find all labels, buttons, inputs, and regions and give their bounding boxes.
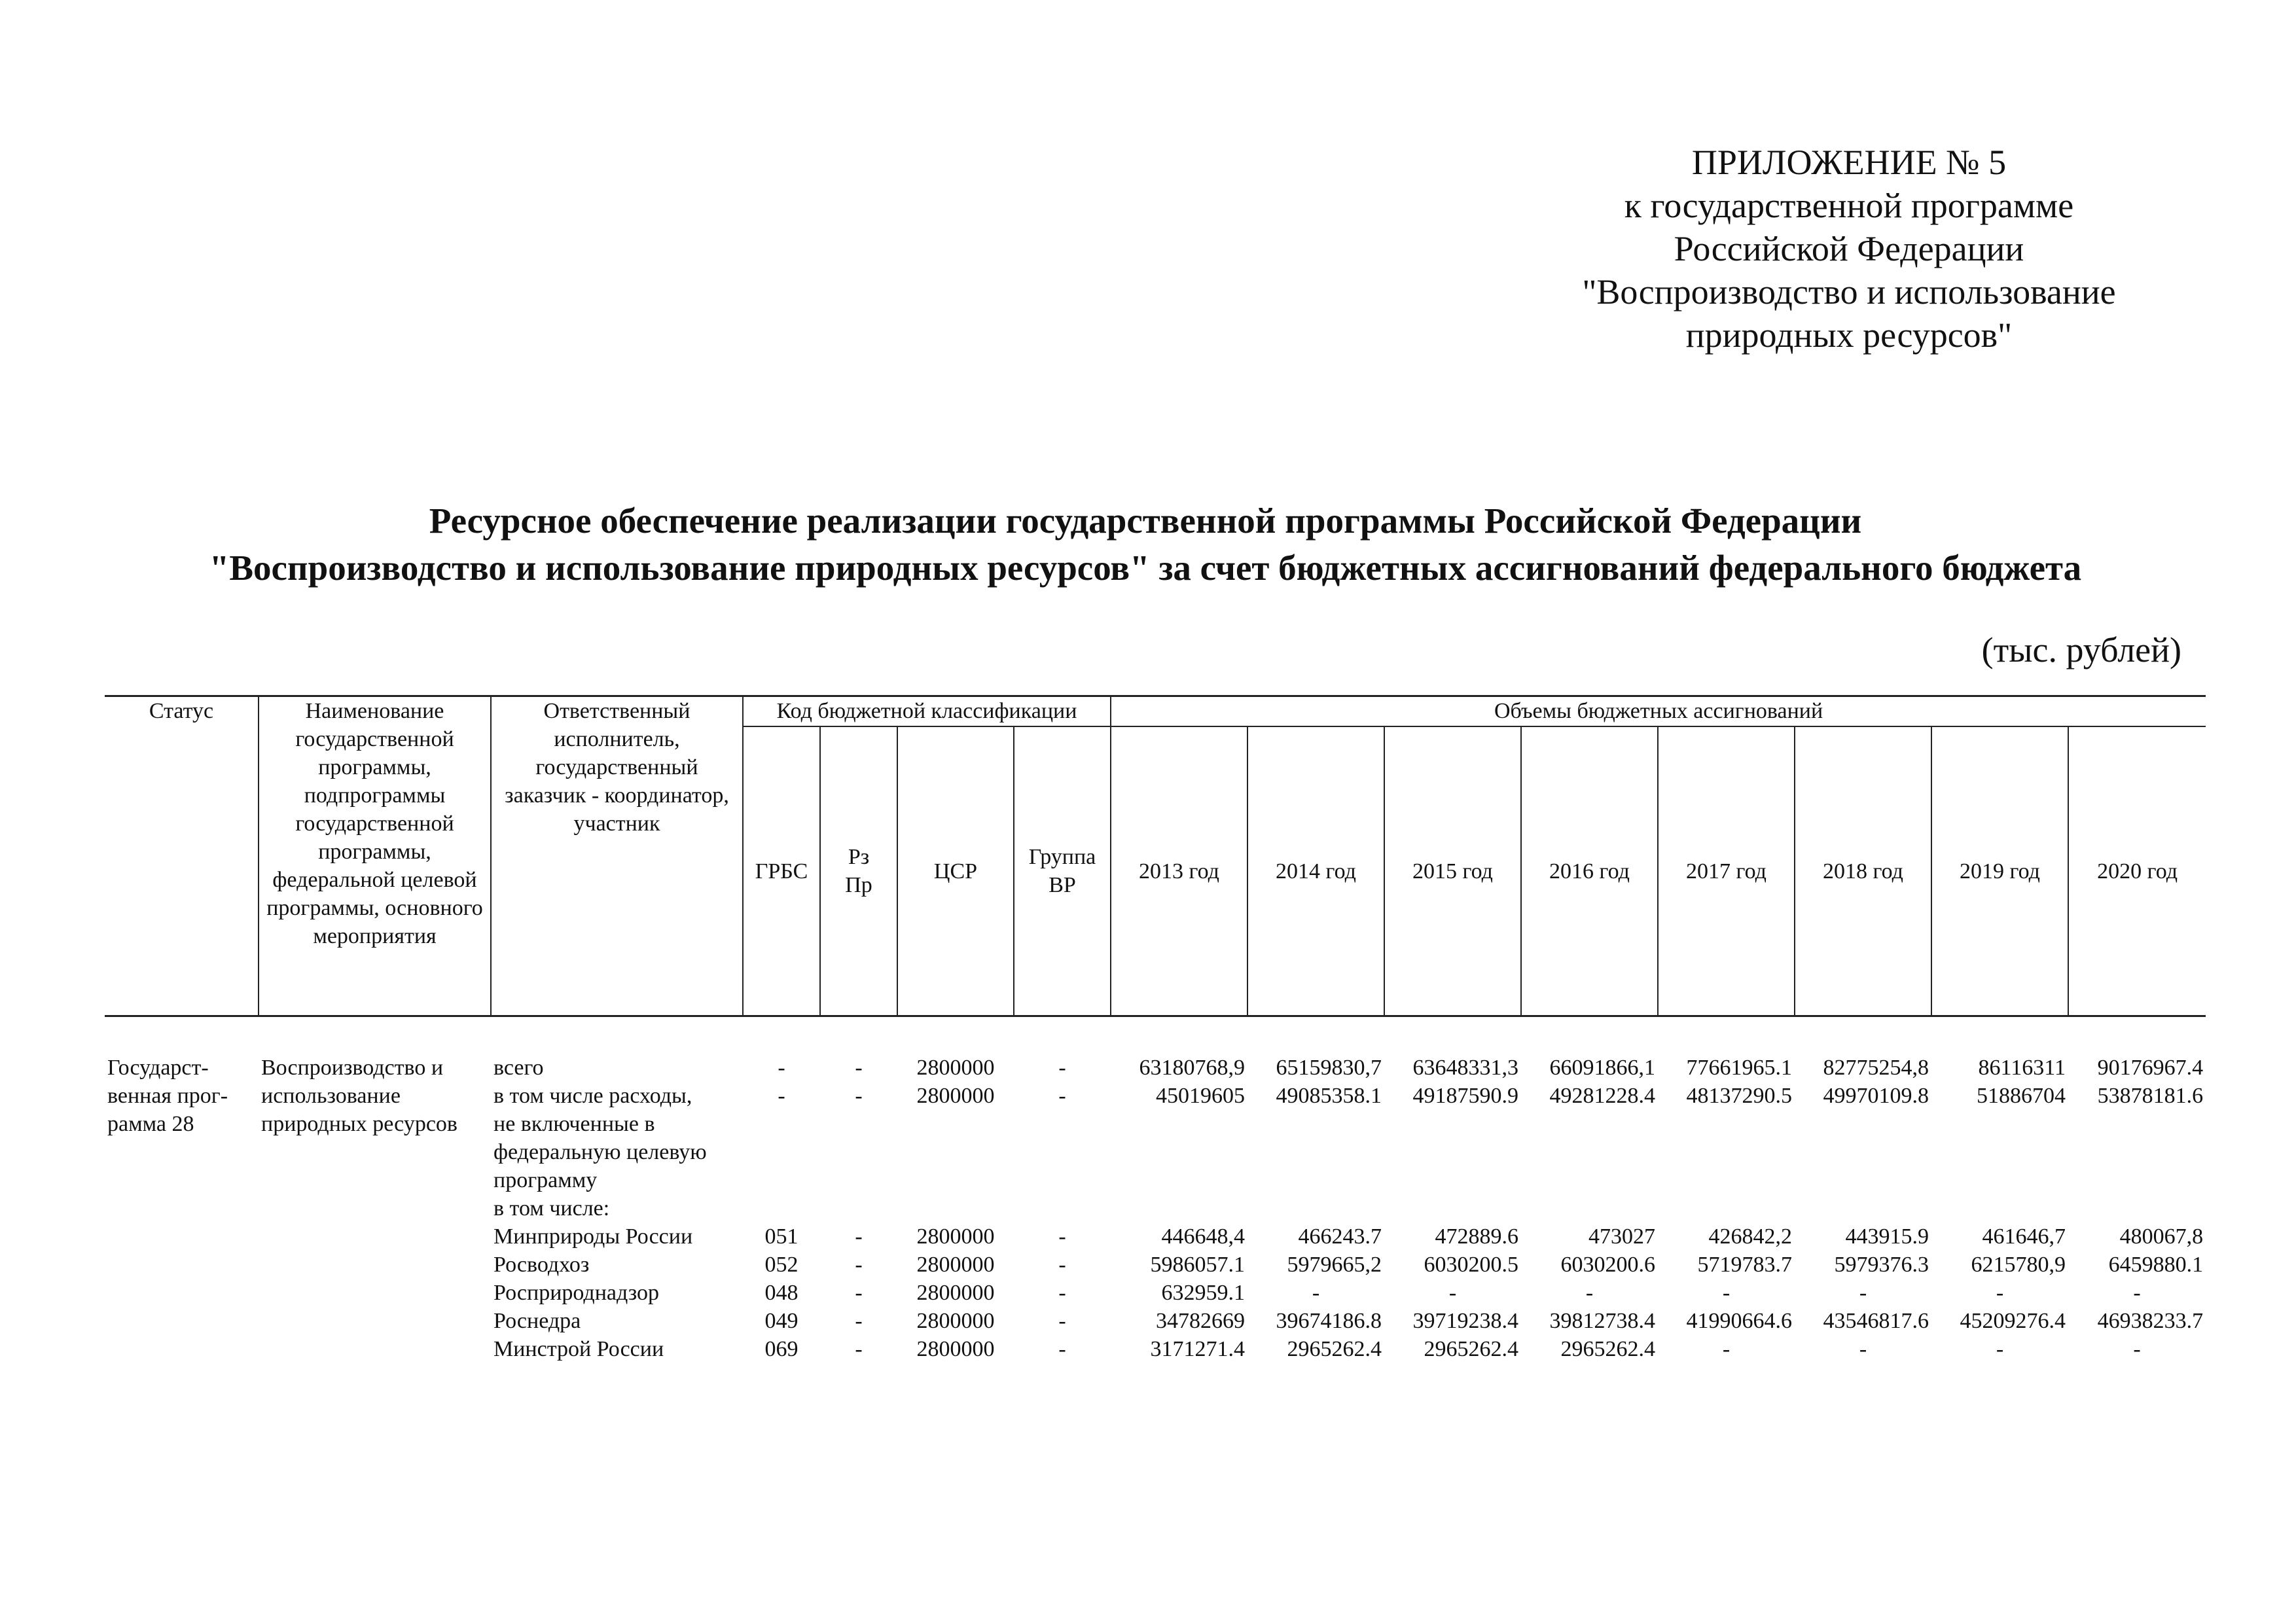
value-cell: 65159830,7 bbox=[1276, 1056, 1382, 1080]
vr-cell: - bbox=[1058, 1253, 1066, 1277]
program-name-line: использование bbox=[261, 1084, 401, 1108]
value-cell: 39674186.8 bbox=[1276, 1309, 1382, 1333]
header-csr: ЦСР bbox=[897, 726, 1014, 1016]
value-cell bbox=[1658, 1194, 1795, 1222]
program-status-line: венная прог- bbox=[107, 1084, 228, 1108]
appendix-line: природных ресурсов" bbox=[1685, 315, 2013, 355]
executor-cell: всего bbox=[493, 1056, 544, 1080]
header-volumes: Объемы бюджетных ассигнований bbox=[1111, 696, 2206, 727]
csr-cell: 2800000 bbox=[916, 1084, 995, 1108]
value-cell: 82775254,8 bbox=[1823, 1056, 1929, 1080]
header-executor: Ответственный исполнитель, государственный заказчик - координатор, участник bbox=[491, 696, 743, 1016]
rzpr-cell: - bbox=[855, 1056, 863, 1080]
executor-line: федеральную целевую bbox=[493, 1140, 707, 1164]
value-cell: - bbox=[2133, 1337, 2141, 1361]
value-cell: 466243.7 bbox=[1298, 1224, 1382, 1249]
value-cell: 6030200.6 bbox=[1560, 1253, 1656, 1277]
value-cell: 39719238.4 bbox=[1412, 1309, 1519, 1333]
value-cell bbox=[1931, 1194, 2068, 1222]
value-cell: - bbox=[1996, 1337, 2004, 1361]
rzpr-cell: - bbox=[855, 1309, 863, 1333]
value-cell: 63180768,9 bbox=[1139, 1056, 1246, 1080]
grbs-cell: 069 bbox=[764, 1337, 798, 1361]
header-name: Наименование государственной программы, подпрограммы государственной программы, федеральной целевой программы, основного мероприятия bbox=[259, 696, 491, 1016]
appendix-line: к государственной программе bbox=[1624, 186, 2074, 225]
vr-cell: - bbox=[1058, 1337, 1066, 1361]
rzpr-cell: - bbox=[855, 1253, 863, 1277]
vr-cell: - bbox=[1058, 1281, 1066, 1305]
executor-line: в том числе расходы, bbox=[493, 1084, 692, 1108]
document-title bbox=[98, 497, 2193, 592]
value-cell: 443915.9 bbox=[1845, 1224, 1929, 1249]
value-cell: - bbox=[1859, 1337, 1867, 1361]
executor-cell: Минприроды России bbox=[493, 1224, 693, 1249]
header-vr-bottom: ВР bbox=[1049, 873, 1076, 897]
vr-cell bbox=[1014, 1194, 1111, 1222]
value-cell: 3171271.4 bbox=[1150, 1337, 1246, 1361]
value-cell bbox=[2068, 1194, 2206, 1222]
header-year: 2013 год bbox=[1111, 726, 1247, 1016]
value-cell: 66091866,1 bbox=[1549, 1056, 1656, 1080]
grbs-cell: - bbox=[778, 1056, 785, 1080]
document-title-line: Ресурсное обеспечение реализации государственной программы Российской Федерации bbox=[429, 501, 1862, 541]
value-cell: 49187590.9 bbox=[1412, 1084, 1519, 1108]
vr-cell: - bbox=[1058, 1224, 1066, 1249]
program-status-line: рамма 28 bbox=[107, 1112, 194, 1136]
rzpr-cell: - bbox=[855, 1224, 863, 1249]
csr-cell: 2800000 bbox=[916, 1253, 995, 1277]
value-cell: 53878181.6 bbox=[2097, 1084, 2204, 1108]
value-cell: - bbox=[1859, 1281, 1867, 1305]
value-cell: 90176967.4 bbox=[2097, 1056, 2204, 1080]
value-cell: 5979665,2 bbox=[1287, 1253, 1382, 1277]
program-name-line: природных ресурсов bbox=[261, 1112, 457, 1136]
header-rzpr-bottom: Пр bbox=[845, 873, 872, 897]
value-cell: 34782669 bbox=[1156, 1309, 1246, 1333]
value-cell: 2965262.4 bbox=[1560, 1337, 1656, 1361]
value-cell bbox=[1247, 1194, 1384, 1222]
value-cell: 446648,4 bbox=[1161, 1224, 1246, 1249]
header-year: 2018 год bbox=[1795, 726, 1931, 1016]
value-cell: 49281228.4 bbox=[1549, 1084, 1656, 1108]
program-status bbox=[105, 1054, 259, 1363]
value-cell: - bbox=[1448, 1281, 1457, 1305]
grbs-cell bbox=[743, 1194, 820, 1222]
value-cell: 48137290.5 bbox=[1686, 1084, 1793, 1108]
value-cell: 5986057.1 bbox=[1150, 1253, 1246, 1277]
value-cell: 45209276.4 bbox=[1960, 1309, 2066, 1333]
value-cell: - bbox=[1585, 1281, 1594, 1305]
appendix-line: "Воспроизводство и использование bbox=[1582, 272, 2116, 312]
value-cell: 2965262.4 bbox=[1287, 1337, 1382, 1361]
csr-cell: 2800000 bbox=[916, 1337, 995, 1361]
header-vr-top: Группа bbox=[1028, 845, 1096, 869]
csr-cell bbox=[897, 1194, 1014, 1222]
header-year: 2016 год bbox=[1521, 726, 1658, 1016]
value-cell: 41990664.6 bbox=[1686, 1309, 1793, 1333]
value-cell: 480067,8 bbox=[2119, 1224, 2204, 1249]
rzpr-cell bbox=[820, 1194, 897, 1222]
value-cell bbox=[1795, 1194, 1931, 1222]
value-cell: 43546817.6 bbox=[1823, 1309, 1929, 1333]
value-cell: 49085358.1 bbox=[1276, 1084, 1382, 1108]
document-title-line: "Воспроизводство и использование природных ресурсов" за счет бюджетных ассигнований федерального бюджета bbox=[209, 548, 2082, 588]
rzpr-cell: - bbox=[855, 1281, 863, 1305]
grbs-cell: 049 bbox=[764, 1309, 798, 1333]
value-cell: 45019605 bbox=[1156, 1084, 1246, 1108]
rzpr-cell: - bbox=[855, 1084, 863, 1108]
value-cell bbox=[1521, 1194, 1658, 1222]
executor-cell bbox=[491, 1082, 743, 1194]
csr-cell: 2800000 bbox=[916, 1309, 995, 1333]
value-cell: 426842,2 bbox=[1708, 1224, 1793, 1249]
value-cell: 6215780,9 bbox=[1971, 1253, 2066, 1277]
value-cell: - bbox=[1312, 1281, 1320, 1305]
executor-cell: Роснедра bbox=[493, 1309, 581, 1333]
grbs-cell: - bbox=[778, 1084, 785, 1108]
appendix-line: Российской Федерации bbox=[1674, 229, 2024, 268]
grbs-cell: 048 bbox=[764, 1281, 798, 1305]
value-cell: 63648331,3 bbox=[1412, 1056, 1519, 1080]
value-cell: 51886704 bbox=[1977, 1084, 2066, 1108]
value-cell: - bbox=[1722, 1337, 1731, 1361]
value-cell: 472889.6 bbox=[1435, 1224, 1519, 1249]
value-cell bbox=[1384, 1194, 1521, 1222]
rzpr-cell: - bbox=[855, 1337, 863, 1361]
value-cell: 473027 bbox=[1588, 1224, 1656, 1249]
vr-cell: - bbox=[1058, 1309, 1066, 1333]
value-cell: 6030200.5 bbox=[1424, 1253, 1519, 1277]
appendix-line: ПРИЛОЖЕНИЕ № 5 bbox=[1691, 143, 2007, 182]
value-cell: - bbox=[1996, 1281, 2004, 1305]
executor-cell: Минстрой России bbox=[493, 1337, 664, 1361]
executor-cell: в том числе: bbox=[493, 1196, 610, 1221]
header-year: 2017 год bbox=[1658, 726, 1795, 1016]
value-cell: 77661965.1 bbox=[1686, 1056, 1793, 1080]
csr-cell: 2800000 bbox=[916, 1224, 995, 1249]
csr-cell: 2800000 bbox=[916, 1281, 995, 1305]
budget-table bbox=[105, 695, 2206, 1363]
value-cell: 5979376.3 bbox=[1834, 1253, 1929, 1277]
value-cell bbox=[1111, 1194, 1247, 1222]
header-grbs: ГРБС bbox=[743, 726, 820, 1016]
header-year: 2014 год bbox=[1247, 726, 1384, 1016]
header-year: 2015 год bbox=[1384, 726, 1521, 1016]
vr-cell: - bbox=[1058, 1084, 1066, 1108]
table-row bbox=[105, 1054, 2206, 1082]
value-cell: 86116311 bbox=[1978, 1056, 2066, 1080]
value-cell: 49970109.8 bbox=[1823, 1084, 1929, 1108]
appendix-block bbox=[1505, 141, 2193, 357]
executor-cell: Росприроднадзор bbox=[493, 1281, 659, 1305]
value-cell: 632959.1 bbox=[1161, 1281, 1246, 1305]
grbs-cell: 051 bbox=[764, 1224, 798, 1249]
grbs-cell: 052 bbox=[764, 1253, 798, 1277]
header-vr bbox=[1014, 726, 1111, 1016]
header-rzpr bbox=[820, 726, 897, 1016]
value-cell: 6459880.1 bbox=[2108, 1253, 2204, 1277]
value-cell: - bbox=[2133, 1281, 2141, 1305]
header-year: 2020 год bbox=[2068, 726, 2206, 1016]
value-cell: 39812738.4 bbox=[1549, 1309, 1656, 1333]
value-cell: 46938233.7 bbox=[2097, 1309, 2204, 1333]
header-year: 2019 год bbox=[1931, 726, 2068, 1016]
value-cell: - bbox=[1722, 1281, 1731, 1305]
executor-line: программу bbox=[493, 1168, 598, 1192]
program-name-line: Воспроизводство и bbox=[261, 1056, 444, 1080]
program-name bbox=[259, 1054, 491, 1363]
header-rzpr-top: Рз bbox=[848, 845, 870, 869]
units-label: (тыс. рублей) bbox=[1981, 630, 2181, 669]
executor-cell: Росводхоз bbox=[493, 1253, 590, 1277]
csr-cell: 2800000 bbox=[916, 1056, 995, 1080]
executor-line: не включенные в bbox=[493, 1112, 655, 1136]
header-status: Статус bbox=[105, 696, 259, 1016]
value-cell: 2965262.4 bbox=[1424, 1337, 1519, 1361]
program-status-line: Государст- bbox=[107, 1056, 209, 1080]
header-budget-code: Код бюджетной классификации bbox=[743, 696, 1111, 727]
value-cell: 5719783.7 bbox=[1697, 1253, 1793, 1277]
value-cell: 461646,7 bbox=[1982, 1224, 2066, 1249]
vr-cell: - bbox=[1058, 1056, 1066, 1080]
